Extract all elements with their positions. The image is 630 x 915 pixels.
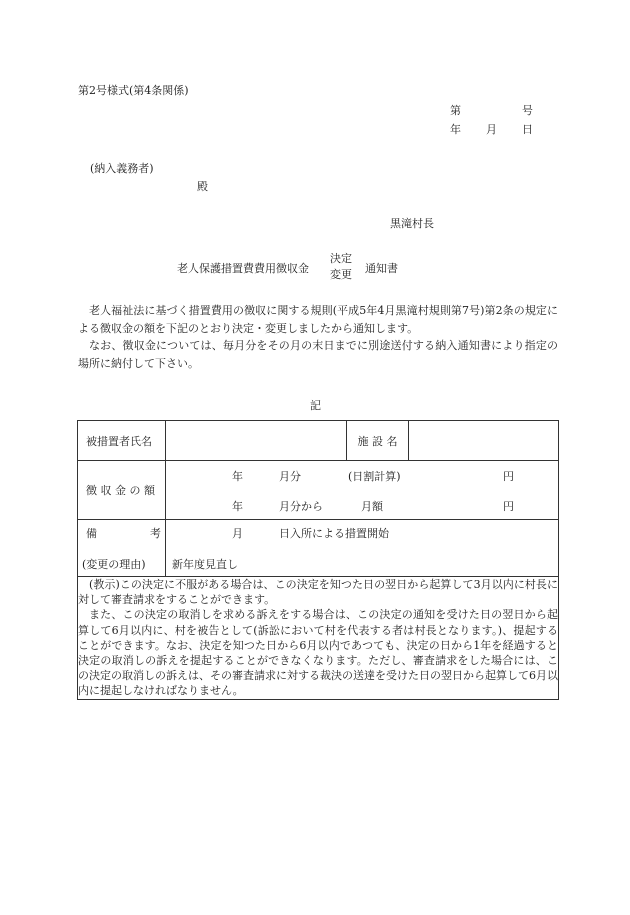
reason-label: (変更の理由) bbox=[82, 558, 146, 571]
doc-number-prefix: 第 bbox=[450, 104, 461, 117]
notice-paragraph-1: (教示)この決定に不服がある場合は、この決定を知つた日の翌日から起算して3月以内に村長に対して審査請求をすることができます。 bbox=[78, 578, 558, 607]
amount-label-cell bbox=[78, 461, 166, 520]
row2-from-month: 月分から bbox=[279, 500, 323, 513]
row1-month-portion: 月分 bbox=[279, 470, 301, 483]
amount-value-cell bbox=[166, 461, 559, 520]
person-name-label: 被措置者氏名 bbox=[86, 434, 152, 448]
title-suffix: 通知書 bbox=[365, 262, 398, 275]
facility-label-cell bbox=[347, 421, 409, 461]
reason-value: 新年度見直し bbox=[172, 558, 238, 571]
notice-paragraph-2: また、この決定の取消しを求める訴えをする場合は、この決定の通知を受けた日の翌日から起算して6月以内に、村を被告として(訴訟において村を代表する者は村長となります。)、提起することができます。なお、決定を知つた日から6月以内であつても、決定の日から1年を経過すると決定の取消しの訴えを提起することができなくなります。ただし、審査請求をした場合には、この決定の取消しの訴えは、その審査請求に対する裁決の送達を受けた日の翌日から起算して6月以内に提起しなければなりません。 bbox=[78, 608, 558, 698]
notice-cell bbox=[78, 577, 559, 700]
addressee-honorific: 殿 bbox=[197, 180, 208, 193]
date-month: 月 bbox=[486, 123, 497, 136]
amount-label: 徴 収 金 の 額 bbox=[86, 484, 155, 497]
issuer-name: 黒滝村長 bbox=[390, 217, 434, 230]
remarks-entry: 日入所による措置開始 bbox=[279, 527, 389, 540]
title-option-change: 変更 bbox=[330, 268, 352, 281]
body-paragraph-2: なお、徴収金については、毎月分をその月の末日までに別途送付する納入通知書により指定の場所に納付して下さい。 bbox=[78, 339, 558, 370]
row1-year: 年 bbox=[232, 470, 243, 483]
person-name-label-cell bbox=[78, 421, 166, 461]
addressee-label: (納入義務者) bbox=[90, 162, 154, 175]
row1-yen: 円 bbox=[503, 470, 514, 483]
title-option-decision: 決定 bbox=[330, 252, 352, 265]
doc-number-suffix: 号 bbox=[522, 104, 533, 117]
person-name-value-cell bbox=[166, 421, 347, 461]
ki-heading: 記 bbox=[310, 399, 321, 412]
remarks-value-cell bbox=[166, 520, 559, 577]
remarks-label-cell bbox=[78, 520, 166, 577]
form-number: 第2号様式(第4条関係) bbox=[78, 84, 189, 97]
facility-value-cell bbox=[409, 421, 559, 461]
body-text bbox=[78, 302, 558, 372]
remarks-label-1: 備 bbox=[86, 527, 97, 540]
body-paragraph-1: 老人福祉法に基づく措置費用の徴収に関する規則(平成5年4月黒滝村規則第7号)第2条の規定による徴収金の額を下記のとおり決定・変更しましたから通知します。 bbox=[78, 304, 558, 335]
remarks-month: 月 bbox=[232, 527, 243, 540]
remarks-label-2: 考 bbox=[150, 527, 161, 540]
row1-daily-rate: (日割計算) bbox=[348, 470, 401, 483]
row2-yen: 円 bbox=[503, 500, 514, 513]
row2-year: 年 bbox=[232, 500, 243, 513]
facility-label: 施 設 名 bbox=[357, 434, 398, 448]
date-year: 年 bbox=[450, 123, 461, 136]
date-day: 日 bbox=[522, 123, 533, 136]
collection-table bbox=[77, 420, 559, 700]
row2-monthly-amount: 月額 bbox=[361, 500, 383, 513]
title-main: 老人保護措置費費用徴収金 bbox=[177, 262, 309, 275]
